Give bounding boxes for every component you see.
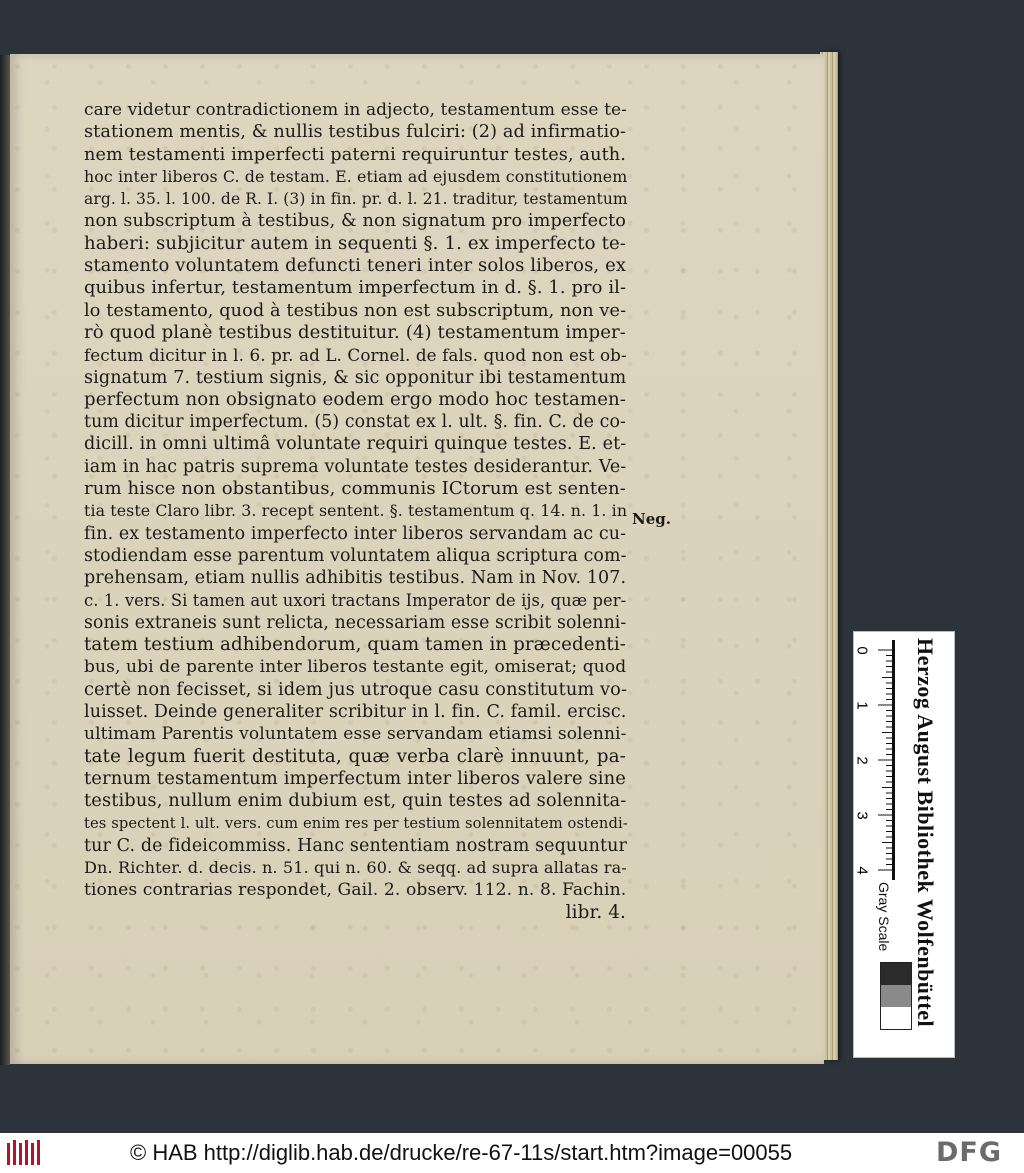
text-line: bus, ubi de parente inter liberos testante egit, omiserat; quod [84,657,627,678]
page-text-block [84,99,626,924]
text-line: ternum testamentum imperfectum inter liberos valere sine [84,767,627,789]
copyright-url-text[interactable]: © HAB http://diglib.hab.de/drucke/re-67-11s/start.htm?image=00055 [130,1140,793,1165]
text-line: stamento voluntatem defuncti teneri inter solos liberos, ex [84,255,627,277]
institution-name: Herzog August Bibliothek Wolfenbüttel [913,638,938,1028]
book-binding [0,55,10,1065]
text-line: tia teste Claro libr. 3. recept sentent. §. testamentum q. 14. n. 1. in [84,501,628,521]
text-line: arg. l. 35. l. 100. de R. I. (3) in fin. pr. d. l. 21. traditur, testamentum [84,190,628,209]
text-line: fectum dicitur in l. 6. pr. ad L. Cornel. de fals. quod non est ob- [84,345,627,366]
gray-scale-label: Gray Scale [876,882,892,952]
text-line: Dn. Richter. d. decis. n. 51. qui n. 60. & seqq. ad supra allatas ra- [84,858,627,878]
text-line: ultimam Parentis voluntatem esse servandam etiamsi solenni- [84,724,627,745]
text-line: signatum 7. testium signis, & sic opponitur ibi testamentum [84,367,627,388]
footer-bar [0,1133,1024,1173]
book-page [10,54,824,1064]
text-line: tur C. de fideicommiss. Hanc sententiam nostram sequuntur [84,835,627,856]
text-line: stationem mentis, & nullis testibus fulciri: (2) ad infirmatio- [84,122,627,143]
text-line: iam in hac patris suprema voluntate testes desiderantur. Ve- [84,456,627,477]
text-line: quibus infertur, testamentum imperfectum in d. §. 1. pro il- [84,277,627,299]
text-line: haberi: subjicitur autem in sequenti §. 1. ex imperfecto te- [84,232,626,254]
ruler-number: 0 [853,646,871,655]
text-line: non subscriptum à testibus, & non signatum pro imperfecto [84,211,626,232]
ruler-number: 2 [853,756,871,765]
text-line: perfectum non obsignato eodem ergo modo hoc testamen- [84,388,626,410]
text-line: prehensam, etiam nullis adhibitis testibus. Nam in Nov. 107. [84,568,627,589]
gray-scale-swatches [880,962,912,1030]
ruler-number: 4 [853,866,871,875]
text-line: luisset. Deinde generaliter scribitur in l. fin. C. famil. ercisc. [84,702,627,723]
dfg-logo: DFG [936,1137,1003,1168]
text-line: testibus, nullum enim dubium est, quin testes ad solennita- [84,790,627,812]
text-line: care videtur contradictionem in adjecto, testamentum esse te- [84,100,627,120]
gray-swatch [881,963,911,985]
text-line: lo testamento, quod à testibus non est subscriptum, non ve- [84,300,627,321]
gray-swatch [881,1007,911,1029]
ruler-number: 1 [853,701,871,710]
text-line: rum hisce non obstantibus, communis ICtorum est senten- [84,478,626,500]
margin-note: Neg. [632,510,671,528]
text-line: nem testamenti imperfecti paterni requiruntur testes, auth. [84,144,626,165]
gray-swatch [881,985,911,1007]
ruler-number: 3 [853,811,871,820]
text-line: rò quod planè testibus destituitur. (4) testamentum imper- [84,321,626,343]
text-line: dicill. in omni ultimâ voluntate requiri quinque testes. E. et- [84,434,627,455]
text-line: tes spectent l. ult. vers. cum enim res per testium solennitatem ostendi- [84,814,628,832]
text-line: stodiendam esse parentum voluntatem aliqua scriptura com- [84,545,627,566]
text-line: libr. 4. [565,901,626,923]
hab-barcode-logo-icon [6,1139,44,1167]
text-line: fin. ex testamento imperfecto inter liberos servandam ac cu- [84,523,627,544]
text-line: hoc inter liberos C. de testam. E. etiam ad ejusdem constitutionem [84,166,628,186]
text-line: tate legum fuerit destituta, quæ verba clarè innuunt, pa- [84,745,626,767]
text-line: tatem testium adhibendorum, quam tamen in præcedenti- [84,634,626,656]
color-scale-card [853,631,955,1058]
text-line: tiones contrarias respondet, Gail. 2. observ. 112. n. 8. Fachin. [84,880,627,901]
text-line: c. 1. vers. Si tamen aut uxori tractans Imperator de ijs, quæ per- [84,590,627,610]
text-line: sonis extraneis sunt relicta, necessariam esse scribit solenni- [84,612,627,633]
text-line: tum dicitur imperfectum. (5) constat ex l. ult. §. fin. C. de co- [84,412,626,433]
text-line: certè non fecisset, si idem jus utroque casu constitutum vo- [84,679,628,700]
